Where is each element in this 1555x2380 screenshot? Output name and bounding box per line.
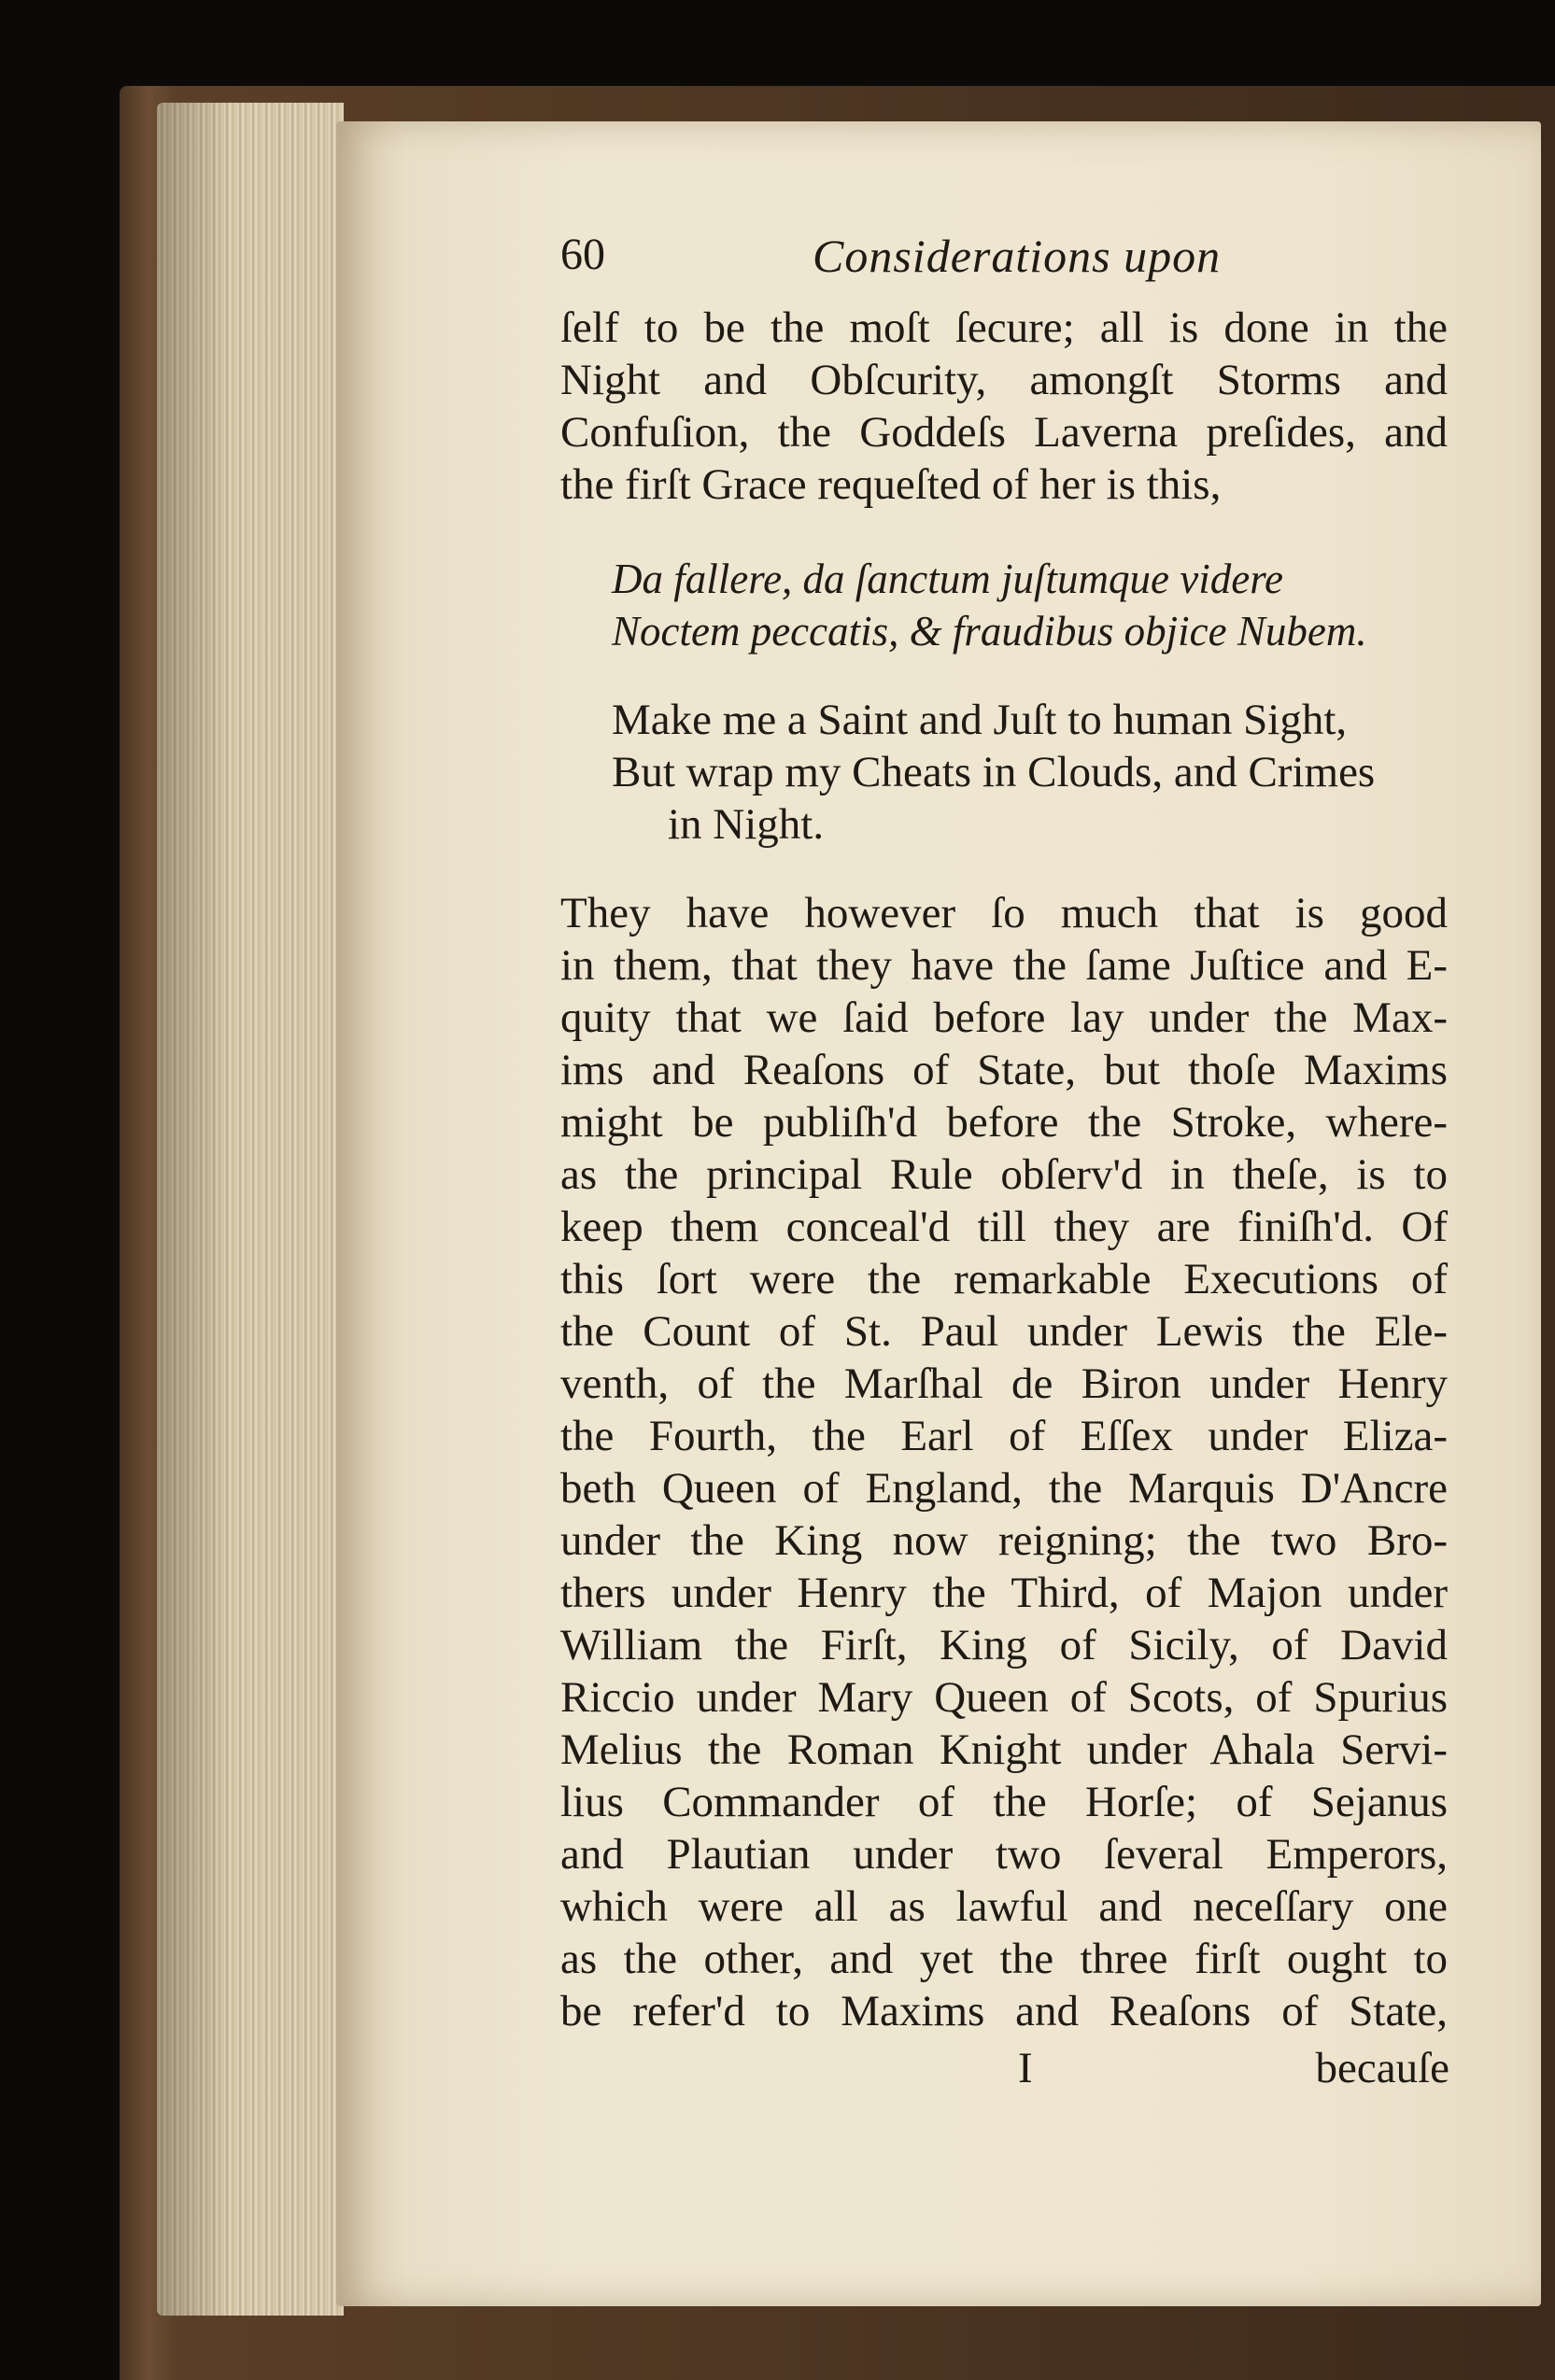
page-footer	[560, 2043, 1457, 2099]
text-line: be refer'd to Maxims and Reaſons of State,	[560, 1987, 1448, 2035]
text-line: Riccio under Mary Queen of Scots, of Spurius	[560, 1673, 1448, 1722]
translation-line: in Night.	[668, 800, 825, 849]
text-line: They have however ſo much that is good	[560, 889, 1448, 937]
catchword: becauſe	[1315, 2044, 1449, 2092]
page-edges-shadow	[157, 103, 232, 2316]
text-line: the Fourth, the Earl of Eſſex under Eliza-	[560, 1412, 1448, 1460]
text-line: Night and Obſcurity, amongſt Storms and	[560, 356, 1448, 404]
text-line: thers under Henry the Third, of Majon under	[560, 1569, 1448, 1617]
text-line: the firſt Grace requeſted of her is this,	[560, 460, 1222, 509]
text-line: beth Queen of England, the Marquis D'Ancre	[560, 1464, 1448, 1513]
text-line: and Plautian under two ſeveral Emperors,	[560, 1830, 1448, 1879]
translation-line: Make me a Saint and Juſt to human Sight,	[612, 696, 1348, 744]
running-title: Considerations upon	[813, 230, 1222, 282]
text-line: venth, of the Marſhal de Biron under Henry	[560, 1359, 1448, 1408]
text-line: lius Commander of the Horſe; of Sejanus	[560, 1778, 1448, 1826]
text-line: William the Firſt, King of Sicily, of David	[560, 1621, 1448, 1669]
text-line: ſelf to be the moſt ſecure; all is done in the	[560, 303, 1448, 352]
paragraph-1	[560, 302, 1457, 511]
translation-line: But wrap my Cheats in Clouds, and Crimes	[612, 748, 1376, 796]
text-line: under the King now reigning; the two Bro-	[560, 1516, 1448, 1565]
english-translation	[612, 694, 1508, 851]
verse-line: Da fallere, da ſanctum juſtumque videre	[612, 556, 1284, 602]
signature-mark: I	[1018, 2044, 1033, 2092]
text-line: as the other, and yet the three firſt ought to	[560, 1935, 1448, 1983]
text-line: Melius the Roman Knight under Ahala Servi-	[560, 1725, 1448, 1774]
page-number: 60	[560, 230, 605, 279]
text-line: might be publiſh'd before the Stroke, where-	[560, 1098, 1448, 1147]
text-line: in them, that they have the ſame Juſtice and E-	[560, 941, 1448, 990]
running-head	[560, 229, 1457, 285]
text-line: ims and Reaſons of State, but thoſe Maxims	[560, 1046, 1448, 1094]
latin-verse	[612, 553, 1508, 657]
text-line: keep them conceal'd till they are finiſh'd. Of	[560, 1203, 1448, 1251]
text-line: quity that we ſaid before lay under the Max-	[560, 993, 1448, 1042]
text-line: which were all as lawful and neceſſary one	[560, 1882, 1448, 1931]
text-line: the Count of St. Paul under Lewis the Ele-	[560, 1307, 1448, 1356]
text-line: as the principal Rule obſerv'd in theſe, is to	[560, 1150, 1448, 1199]
paragraph-2	[560, 887, 1457, 2037]
text-line: this ſort were the remarkable Executions of	[560, 1255, 1448, 1303]
verse-line: Noctem peccatis, & fraudibus objice Nubem.	[612, 608, 1367, 655]
text-line: Confuſion, the Goddeſs Laverna preſides, and	[560, 408, 1448, 457]
